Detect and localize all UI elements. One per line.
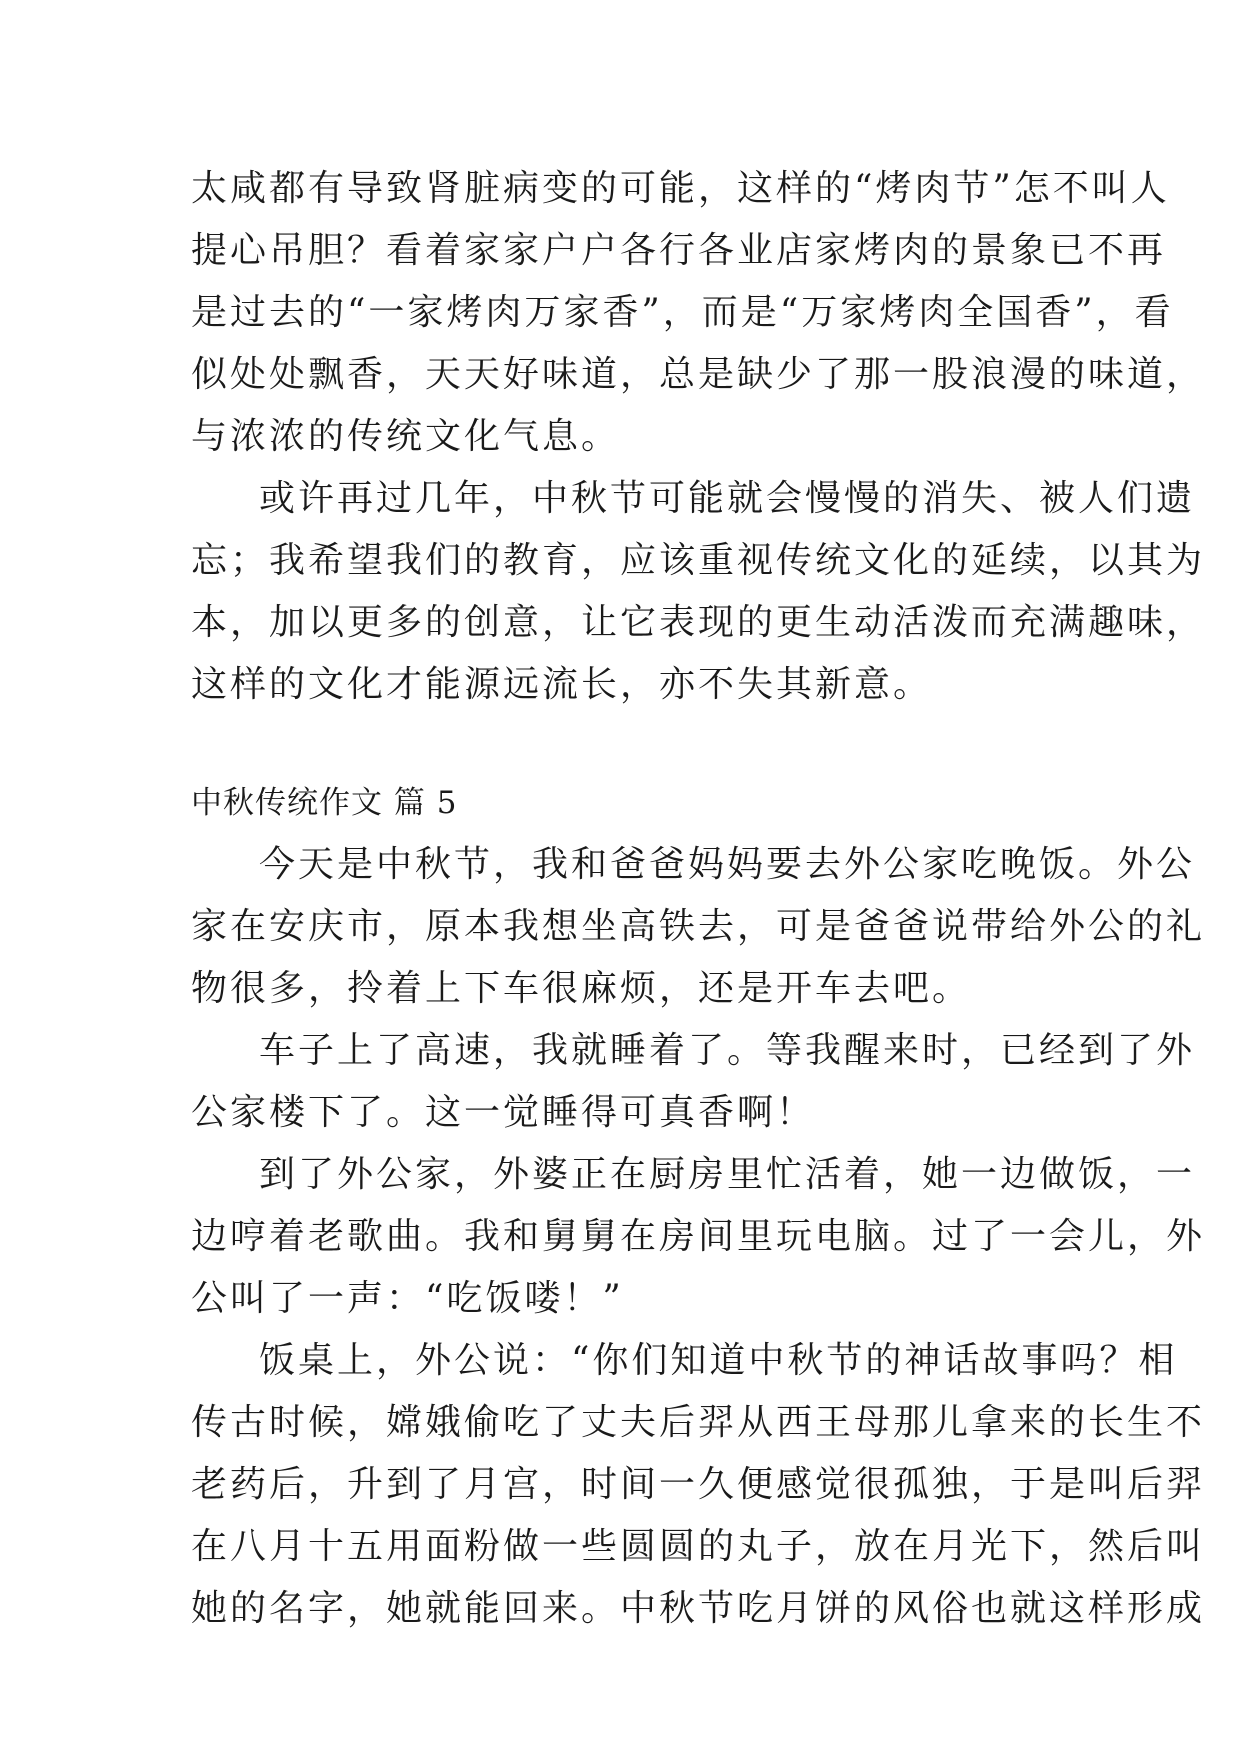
- text-line: 公家楼下了。这一觉睡得可真香啊！: [191, 1092, 816, 1133]
- text-line: 似处处飘香，天天好味道，总是缺少了那一股浪漫的味道，: [191, 354, 1206, 395]
- text-line: 她的名字，她就能回来。中秋节吃月饼的风俗也就这样形成: [191, 1588, 1206, 1629]
- text-line: 提心吊胆？看着家家户户各行各业店家烤肉的景象已不再: [191, 230, 1167, 271]
- text-line: 物很多，拎着上下车很麻烦，还是开车去吧。: [191, 968, 972, 1009]
- text-line: 本，加以更多的创意，让它表现的更生动活泼而充满趣味，: [191, 602, 1206, 643]
- text-line: 今天是中秋节，我和爸爸妈妈要去外公家吃晚饭。外公: [259, 844, 1196, 885]
- text-line: 家在安庆市，原本我想坐高铁去，可是爸爸说带给外公的礼: [191, 906, 1206, 947]
- text-line: 与浓浓的传统文化气息。: [191, 416, 621, 457]
- text-line: 太咸都有导致肾脏病变的可能，这样的“烤肉节”怎不叫人: [191, 168, 1170, 209]
- section-gap: [191, 716, 1051, 772]
- section-heading: 中秋传统作文 篇 5: [191, 785, 458, 821]
- text-line: 是过去的“一家烤肉万家香”，而是“万家烤肉全国香”，看: [191, 292, 1174, 333]
- document-page: [191, 158, 1206, 1640]
- paragraph-conclusion: [191, 468, 1206, 716]
- text-line: 边哼着老歌曲。我和舅舅在房间里玩电脑。过了一会儿，外: [191, 1216, 1206, 1257]
- text-line: 或许再过几年，中秋节可能就会慢慢的消失、被人们遗: [259, 478, 1196, 519]
- paragraph-2: [191, 1020, 1196, 1144]
- text-line: 忘；我希望我们的教育，应该重视传统文化的延续，以其为: [191, 540, 1206, 581]
- text-line: 这样的文化才能源远流长，亦不失其新意。: [191, 664, 933, 705]
- paragraph-continued: [191, 158, 1206, 468]
- text-line: 车子上了高速，我就睡着了。等我醒来时，已经到了外: [259, 1030, 1196, 1071]
- text-line: 到了外公家，外婆正在厨房里忙活着，她一边做饭，一: [259, 1154, 1196, 1195]
- text-line: 老药后，升到了月宫，时间一久便感觉很孤独，于是叫后羿: [191, 1464, 1206, 1505]
- text-line: 公叫了一声：“吃饭喽！”: [191, 1278, 624, 1319]
- paragraph-3: [191, 1144, 1206, 1330]
- text-line: 传古时候，嫦娥偷吃了丈夫后羿从西王母那儿拿来的长生不: [191, 1402, 1206, 1443]
- paragraph-1: [191, 834, 1206, 1020]
- paragraph-4: [191, 1330, 1206, 1640]
- text-line: 饭桌上，外公说：“你们知道中秋节的神话故事吗？相: [259, 1340, 1178, 1381]
- text-line: 在八月十五用面粉做一些圆圆的丸子，放在月光下，然后叫: [191, 1526, 1206, 1567]
